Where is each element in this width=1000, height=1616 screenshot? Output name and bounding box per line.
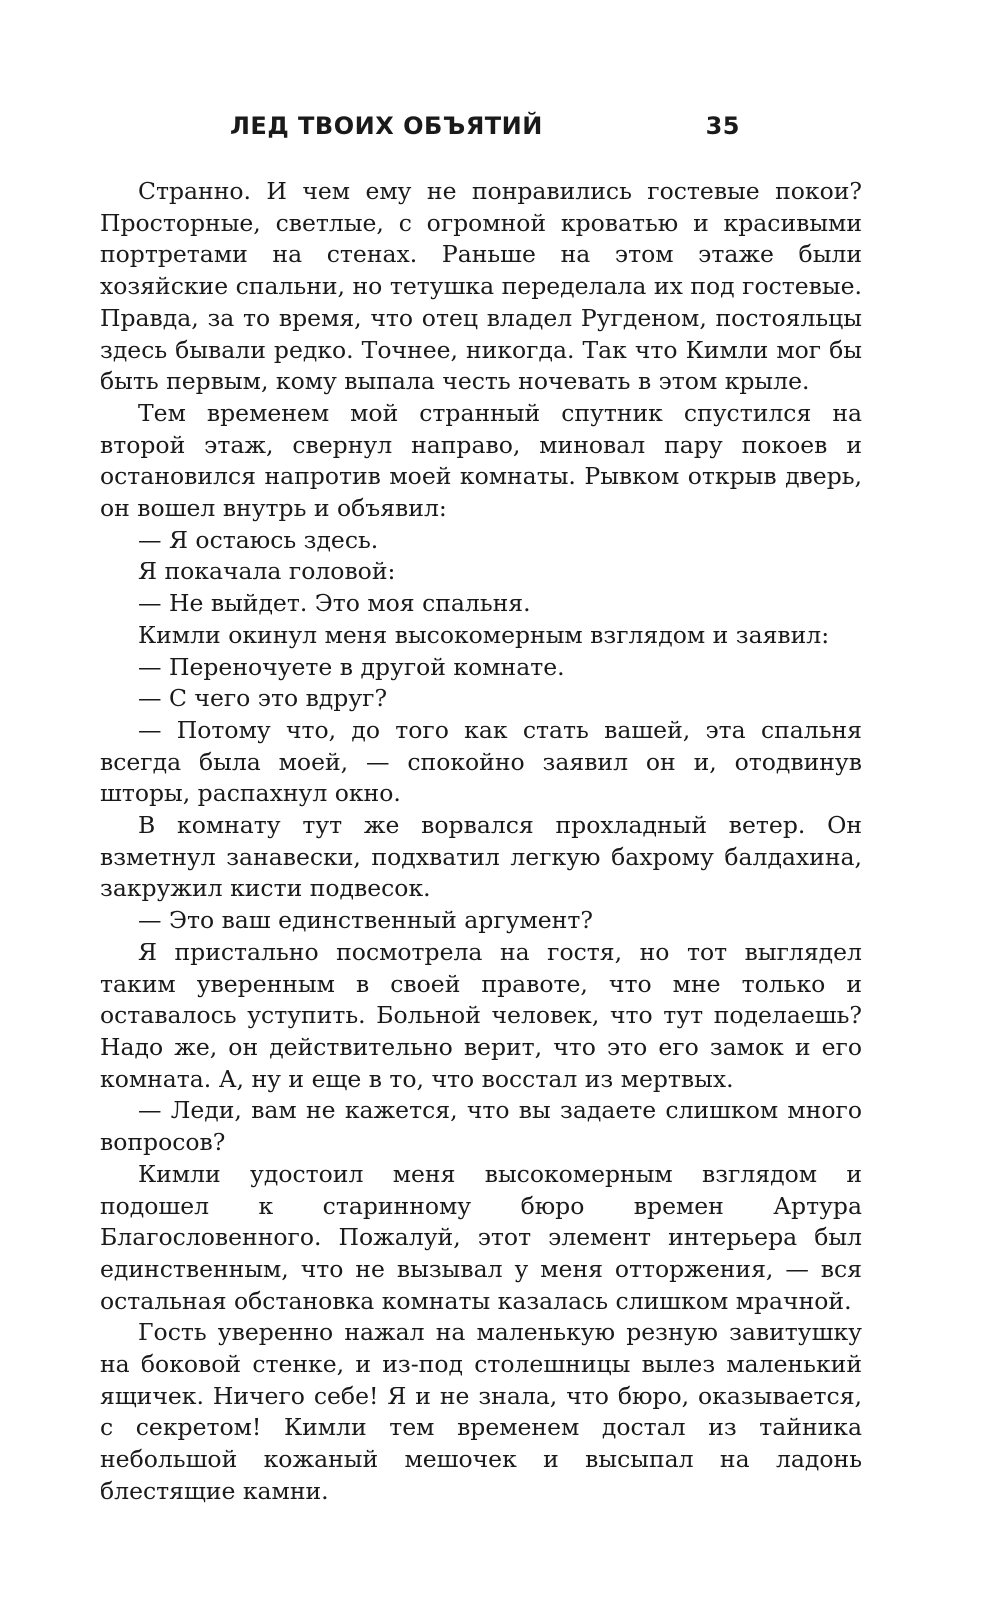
paragraph: — Переночуете в другой комнате. (138, 652, 565, 681)
paragraph: — Потому что, до того как стать вашей, эта спальня всегда была моей, — спокойно заявил он и, отодвинув шторы, распахнул окно. (100, 715, 862, 808)
paragraph: Кимли удостоил меня высокомерным взглядом и подошел к старинному бюро времен Артура Благословенного. Пожалуй, этот элемент интерьера был единственным, что не вызывал у меня отторжения, — вся остальная обстановка комнаты казалась слишком мрачной. (100, 1159, 862, 1315)
paragraph: Я покачала головой: (138, 557, 396, 586)
paragraph: Тем временем мой странный спутник спустился на второй этаж, свернул направо, миновал пару покоев и остановился напротив моей комнаты. Рывком открыв дверь, он вошел внутрь и объявил: (100, 398, 862, 523)
paragraph: — Это ваш единственный аргумент? (138, 906, 593, 935)
paragraph: Кимли окинул меня высокомерным взглядом и заявил: (138, 620, 830, 649)
paragraph: Я пристально посмотрела на гостя, но тот выглядел таким уверенным в своей правоте, что мне только и оставалось уступить. Больной человек, что тут поделаешь? Надо же, он действительно верит, что это его замок и его комната. А, ну и еще в то, что восстал из мертвых. (100, 937, 862, 1093)
paragraph: — Леди, вам не кажется, что вы задаете слишком много вопросов? (100, 1096, 862, 1157)
paragraph: — Я остаюсь здесь. (138, 525, 379, 554)
paragraph: — С чего это вдруг? (138, 684, 388, 713)
body-text (100, 176, 862, 1508)
page-number: 35 (705, 112, 740, 140)
paragraph: Гость уверенно нажал на маленькую резную завитушку на боковой стенке, и из-под столешницы вылез маленький ящичек. Ничего себе! Я и не знала, что бюро, оказывается, с секретом! Кимли тем временем достал из тайника небольшой кожаный мешочек и высыпал на ладонь блестящие камни. (100, 1318, 862, 1505)
paragraph: Странно. И чем ему не понравились гостевые покои? Просторные, светлые, с огромной кроватью и красивыми портретами на стенах. Раньше на этом этаже были хозяйские спальни, но тетушка переделала их под гостевые. Правда, за то время, что отец владел Ругденом, постояльцы здесь бывали редко. Точнее, никогда. Так что Кимли мог бы быть первым, кому выпала честь ночевать в этом крыле. (100, 177, 862, 396)
paragraph: В комнату тут же ворвался прохладный ветер. Он взметнул занавески, подхватил легкую бахрому балдахина, закружил кисти подвесок. (100, 811, 862, 903)
book-title: ЛЕД ТВОИХ ОБЪЯТИЙ (230, 112, 543, 140)
running-head (230, 106, 740, 146)
paragraph: — Не выйдет. Это моя спальня. (138, 589, 531, 618)
